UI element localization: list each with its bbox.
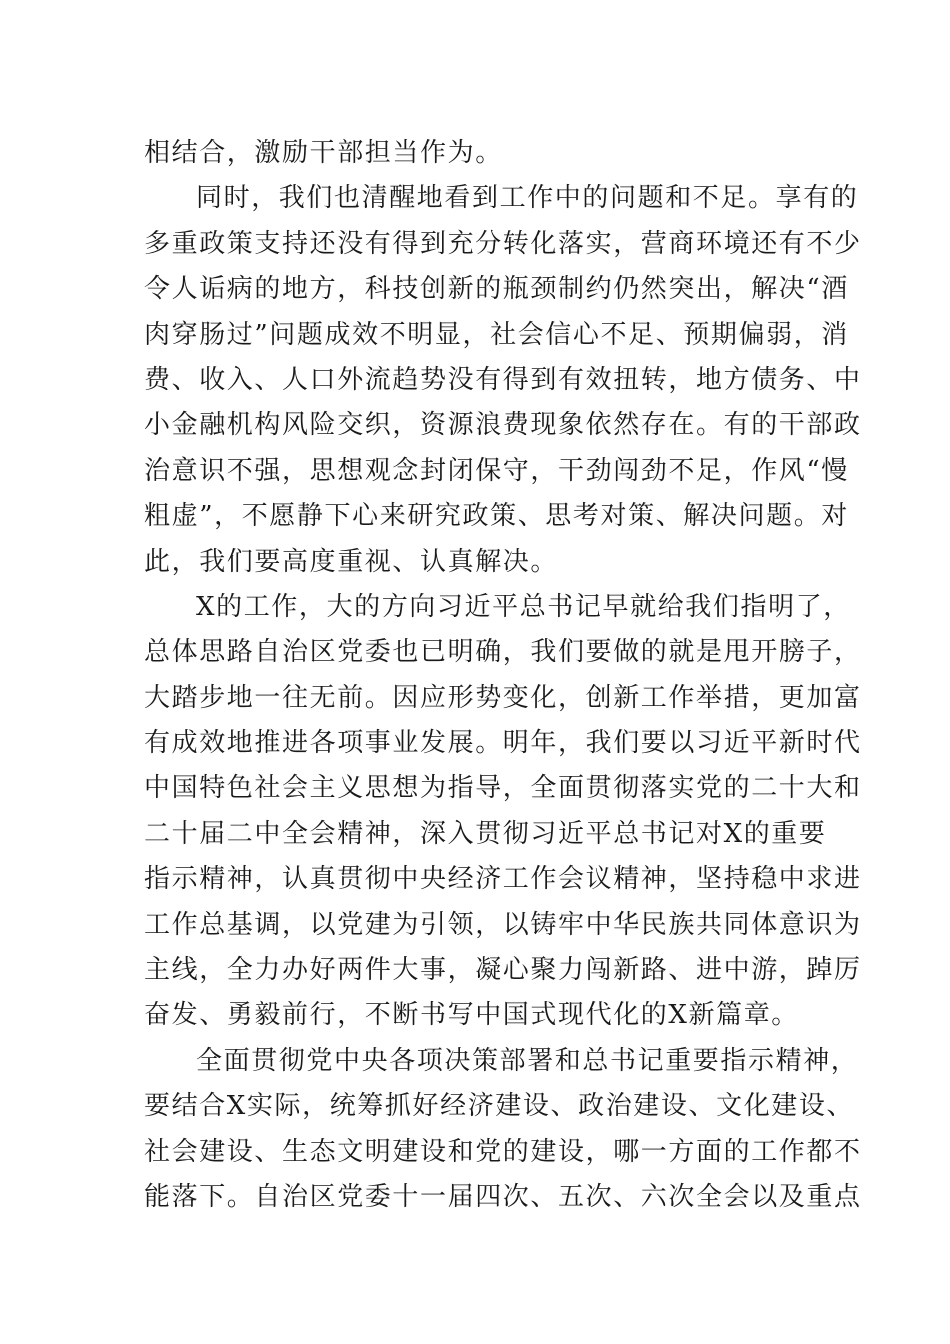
text-line: 同时，我们也清醒地看到工作中的问题和不足。享有的 (196, 183, 859, 214)
text-line: 治意识不强，思想观念封闭保守，干劲闯劲不足，作风“慢 (144, 455, 849, 486)
text-line: 多重政策支持还没有得到充分转化落实，营商环境还有不少 (144, 228, 862, 259)
text-line: 总体思路自治区党委也已明确，我们要做的就是甩开膀子， (144, 637, 862, 668)
text-line: 奋发、勇毅前行，不断书写中国式现代化的X新篇章。 (144, 1000, 799, 1031)
text-line: 费、收入、人口外流趋势没有得到有效扭转，地方债务、中 (144, 364, 862, 395)
text-line: 二十届二中全会精神，深入贯彻习近平总书记对X的重要 (144, 818, 827, 849)
text-line: 指示精神，认真贯彻中央经济工作会议精神，坚持稳中求进 (144, 864, 862, 895)
text-line: 相结合，激励干部担当作为。 (144, 138, 503, 168)
text-line: 社会建设、生态文明建设和党的建设，哪一方面的工作都不 (144, 1136, 862, 1167)
text-line: 令人诟病的地方，科技创新的瓶颈制约仍然突出，解决“酒 (144, 274, 849, 305)
text-line: 全面贯彻党中央各项决策部署和总书记重要指示精神， (196, 1045, 859, 1076)
text-line: X的工作，大的方向习近平总书记早就给我们指明了， (196, 591, 851, 622)
document-body (144, 131, 862, 1220)
text-line: 主线，全力办好两件大事，凝心聚力闯新路、进中游，踔厉 (144, 955, 862, 986)
text-line: 中国特色社会主义思想为指导，全面贯彻落实党的二十大和 (144, 773, 862, 804)
text-line: 能落下。自治区党委十一届四次、五次、六次全会以及重点 (144, 1181, 862, 1212)
text-line: 此，我们要高度重视、认真解决。 (144, 546, 559, 577)
text-line: 小金融机构风险交织，资源浪费现象依然存在。有的干部政 (144, 410, 862, 441)
text-line: 大踏步地一往无前。因应形势变化，创新工作举措，更加富 (144, 682, 862, 713)
text-line: 要结合X实际，统筹抓好经济建设、政治建设、文化建设、 (144, 1091, 855, 1122)
text-line: 有成效地推进各项事业发展。明年，我们要以习近平新时代 (144, 728, 862, 759)
text-line: 工作总基调，以党建为引领，以铸牢中华民族共同体意识为 (144, 909, 862, 940)
text-line: 粗虚”，不愿静下心来研究政策、思考对策、解决问题。对 (144, 501, 849, 532)
text-line: 肉穿肠过”问题成效不明显，社会信心不足、预期偏弱，消 (144, 319, 849, 350)
